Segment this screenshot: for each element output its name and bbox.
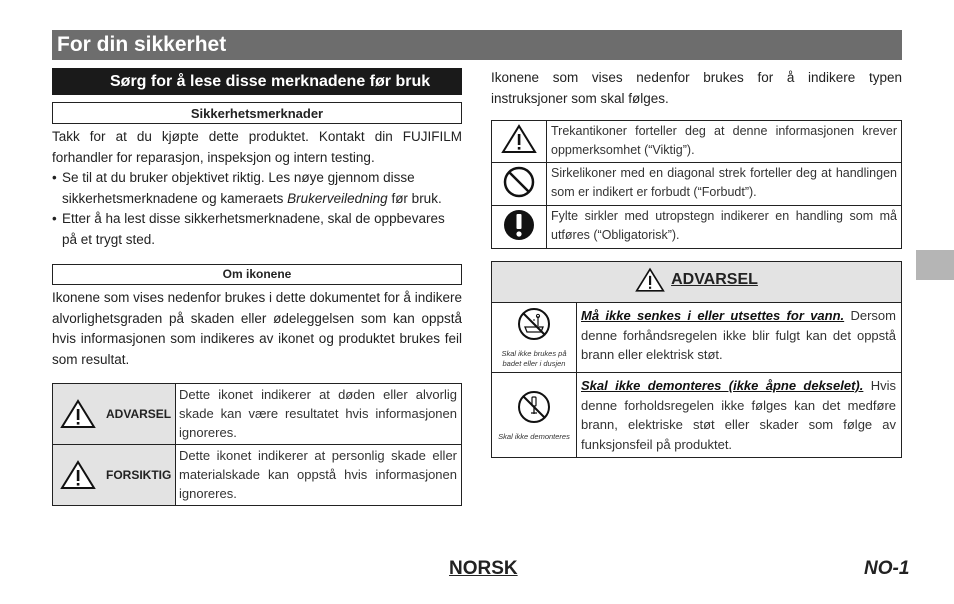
- severity-description: Dette ikonet indikerer at døden eller alvorlig skade kan være resultatet hvis informasjonen ignoreres.: [176, 384, 462, 445]
- warning-lead: Må ikke senkes i eller utsettes for vann.: [581, 308, 845, 323]
- right-column: [491, 68, 902, 458]
- warning-heading: ADVARSEL: [671, 270, 758, 288]
- prohibited-circle-icon: [502, 165, 536, 199]
- table-row: [492, 206, 902, 249]
- warning-description: Må ikke senkes i eller utsettes for vann. Dersom denne forhåndsregelen ikke blir fulgt kan det oppstå brann eller elektrisk støt.: [577, 303, 902, 373]
- section-tab: [916, 250, 954, 280]
- table-row: [53, 384, 462, 445]
- footer-language: NORSK: [449, 558, 518, 579]
- table-row: [492, 303, 902, 373]
- severity-description: Dette ikonet indikerer at personlig skade eller materialskade kan oppstå hvis informasjonen ignoreres.: [176, 445, 462, 506]
- left-column: [52, 68, 462, 506]
- list-item: • Etter å ha lest disse sikkerhetsmerknadene, skal de oppbevares på et trygt sted.: [52, 209, 462, 250]
- bullet-list: [52, 168, 462, 250]
- icons-heading: Om ikonene: [52, 264, 462, 285]
- warning-triangle-icon: [60, 399, 96, 429]
- safety-notes-heading: Sikkerhetsmerknader: [52, 102, 462, 124]
- symbols-table: [491, 120, 902, 249]
- warning-table: [491, 261, 902, 458]
- warning-lead: Skal ikke demonteres (ikke åpne dekselet).: [581, 378, 864, 393]
- list-item: • Se til at du bruker objektivet riktig. Les nøye gjennom disse sikkerhetsmerknadene og kameraets Brukerveiledning før bruk.: [52, 168, 462, 209]
- icon-caption: Skal ikke brukes på badet eller i dusjen: [501, 349, 567, 368]
- intro-paragraph: Takk for at du kjøpte dette produktet. Kontakt din FUJIFILM forhandler for reparasjon, inspeksjon og intern testing.: [52, 129, 462, 165]
- mandatory-exclamation-icon: [502, 208, 536, 242]
- triangle-warning-icon: [501, 124, 537, 154]
- symbol-description: Trekantikoner forteller deg at denne informasjonen krever oppmerksomhet (“Viktig”).: [547, 121, 902, 163]
- symbol-description: Fylte sirkler med utropstegn indikerer en handling som må utføres (“Obligatorisk”).: [547, 206, 902, 249]
- table-row: [492, 373, 902, 458]
- severity-label: FORSIKTIG: [106, 468, 172, 482]
- table-row: [492, 163, 902, 206]
- warning-triangle-icon: [635, 267, 665, 293]
- manual-title: Brukerveiledning: [287, 190, 388, 206]
- table-row: [492, 262, 902, 303]
- no-water-icon: [516, 306, 552, 342]
- icon-caption: Skal ikke demonteres: [498, 431, 570, 441]
- table-row: [53, 445, 462, 506]
- warning-description: Skal ikke demonteres (ikke åpne dekselet). Hvis denne forholdsregelen ikke følges kan det medføre brann, elektriske støt eller skader som følge av funksjonsfeil på produktet.: [577, 373, 902, 458]
- page-number: NO-1: [864, 558, 910, 579]
- page-title: For din sikkerhet: [52, 30, 902, 60]
- icons-intro-paragraph: Ikonene som vises nedenfor brukes i dette dokumentet for å indikere alvorlighetsgraden på skaden eller ødeleggelsen som kan oppstå hvis informasjonen som indikeres av ikonet og produktet brukes feil som resultat.: [52, 290, 462, 367]
- symbols-intro-paragraph: Ikonene som vises nedenfor brukes for å indikere typen instruksjoner som skal følges.: [491, 70, 902, 106]
- severity-label: ADVARSEL: [106, 407, 172, 421]
- table-row: [492, 121, 902, 163]
- no-disassembly-icon: [516, 389, 552, 425]
- symbol-description: Sirkelikoner med en diagonal strek forteller deg at handlingen som er indikert er forbudt (“Forbudt”).: [547, 163, 902, 206]
- caution-triangle-icon: [60, 460, 96, 490]
- severity-table: [52, 383, 462, 506]
- section-bar: Sørg for å lese disse merknadene før bruk: [52, 68, 462, 95]
